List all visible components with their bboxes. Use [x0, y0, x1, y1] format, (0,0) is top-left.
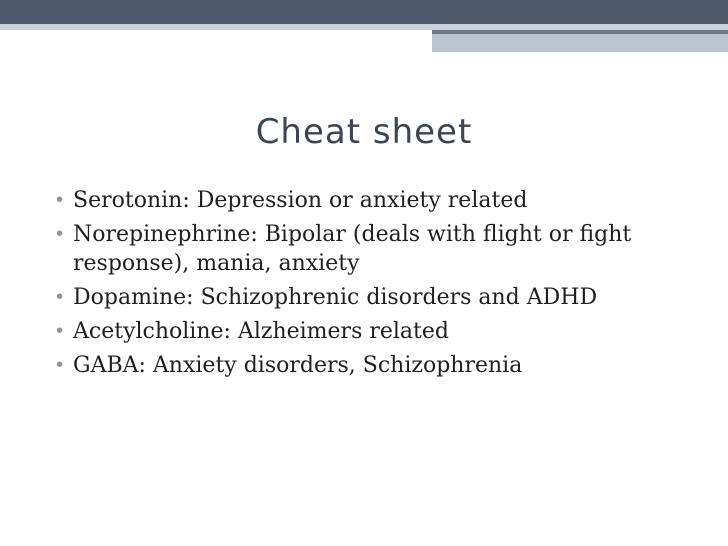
header-accent-line [432, 30, 728, 34]
bullet-list [54, 186, 714, 385]
bullet-text: Norepinephrine: Bipolar (deals with flight or fight response), mania, anxiety [73, 222, 632, 276]
bullet-text: GABA: Anxiety disorders, Schizophrenia [73, 353, 523, 378]
bullet-icon: • [54, 223, 66, 245]
bullet-icon: • [54, 320, 66, 342]
bullet-text: Serotonin: Depression or anxiety related [73, 188, 528, 213]
bullet-item-gaba [54, 351, 714, 380]
header-bar [0, 0, 728, 24]
bullet-icon: • [54, 286, 66, 308]
slide-title: Cheat sheet [255, 112, 473, 152]
bullet-text: Acetylcholine: Alzheimers related [73, 319, 449, 344]
bullet-text: Dopamine: Schizophrenic disorders and ADHD [73, 285, 598, 310]
bullet-item-norepinephrine [54, 220, 714, 278]
bullet-icon: • [54, 189, 66, 211]
bullet-item-serotonin [54, 186, 714, 215]
bullet-icon: • [54, 354, 66, 376]
bullet-item-acetylcholine [54, 317, 714, 346]
bullet-item-dopamine [54, 283, 714, 312]
